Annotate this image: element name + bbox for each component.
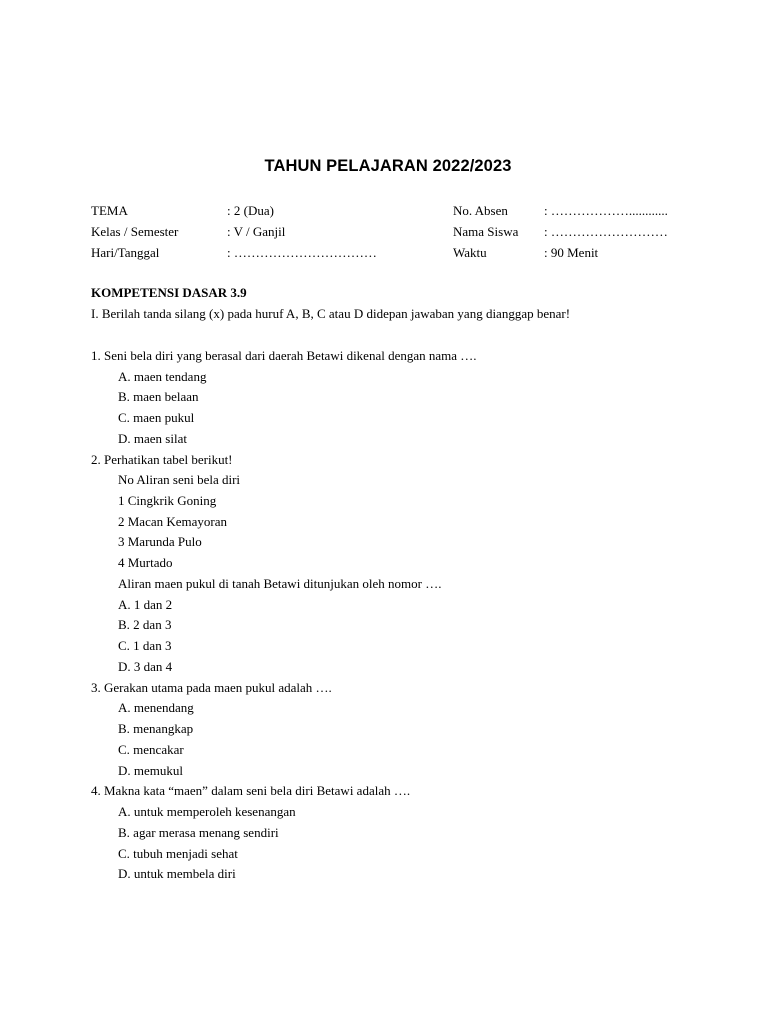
option-line: A. untuk memperoleh kesenangan bbox=[118, 804, 296, 819]
table-row-line: 1 Cingkrik Goning bbox=[118, 493, 217, 508]
info-value: : 2 (Dua) bbox=[227, 203, 274, 218]
question-3: 3. Gerakan utama pada maen pukul adalah …. bbox=[91, 680, 332, 695]
info-label: TEMA bbox=[91, 203, 128, 218]
option-line: A. maen tendang bbox=[118, 369, 207, 384]
option-line: B. 2 dan 3 bbox=[118, 617, 172, 632]
option-line: C. mencakar bbox=[118, 742, 184, 757]
info-label: Waktu bbox=[453, 245, 487, 260]
info-row-tema bbox=[0, 204, 768, 222]
table-header-line: No Aliran seni bela diri bbox=[118, 472, 241, 487]
table-row-line: 4 Murtado bbox=[118, 555, 173, 570]
option-line: C. tubuh menjadi sehat bbox=[118, 846, 238, 861]
option-line: D. untuk membela diri bbox=[118, 866, 236, 881]
option-line: D. memukul bbox=[118, 763, 183, 778]
table-row-line: 2 Macan Kemayoran bbox=[118, 514, 228, 529]
section-heading: KOMPETENSI DASAR 3.9 bbox=[91, 285, 247, 300]
info-value: : ………………............ bbox=[544, 203, 668, 218]
option-line: B. maen belaan bbox=[118, 389, 199, 404]
info-label: Kelas / Semester bbox=[91, 224, 179, 239]
question-2: 2. Perhatikan tabel berikut! bbox=[91, 452, 233, 467]
info-row-kelas bbox=[0, 225, 768, 243]
option-line: D. 3 dan 4 bbox=[118, 659, 173, 674]
table-row-line: 3 Marunda Pulo bbox=[118, 534, 202, 549]
page-title bbox=[0, 157, 706, 176]
title-text: TAHUN PELAJARAN 2022/2023 bbox=[264, 157, 512, 175]
option-line: C. 1 dan 3 bbox=[118, 638, 172, 653]
option-line: B. menangkap bbox=[118, 721, 194, 736]
option-line: D. maen silat bbox=[118, 431, 187, 446]
info-row-tanggal bbox=[0, 246, 768, 264]
info-value: : ……………………… bbox=[544, 224, 668, 239]
instruction-text: I. Berilah tanda silang (x) pada huruf A, B, C atau D didepan jawaban yang dianggap benar! bbox=[91, 306, 571, 321]
option-line: C. maen pukul bbox=[118, 410, 195, 425]
info-value: : V / Ganjil bbox=[227, 224, 286, 239]
option-line: B. agar merasa menang sendiri bbox=[118, 825, 279, 840]
info-label: No. Absen bbox=[453, 203, 508, 218]
info-label: Hari/Tanggal bbox=[91, 245, 160, 260]
info-value: : …………………………… bbox=[227, 245, 377, 260]
info-value: : 90 Menit bbox=[544, 245, 599, 260]
option-line: A. menendang bbox=[118, 700, 194, 715]
question-4: 4. Makna kata “maen” dalam seni bela diri Betawi adalah …. bbox=[91, 783, 411, 798]
question-2-prompt: Aliran maen pukul di tanah Betawi ditunjukan oleh nomor …. bbox=[118, 576, 442, 591]
option-line: A. 1 dan 2 bbox=[118, 597, 173, 612]
info-label: Nama Siswa bbox=[453, 224, 519, 239]
question-1: 1. Seni bela diri yang berasal dari daerah Betawi dikenal dengan nama …. bbox=[91, 348, 477, 363]
